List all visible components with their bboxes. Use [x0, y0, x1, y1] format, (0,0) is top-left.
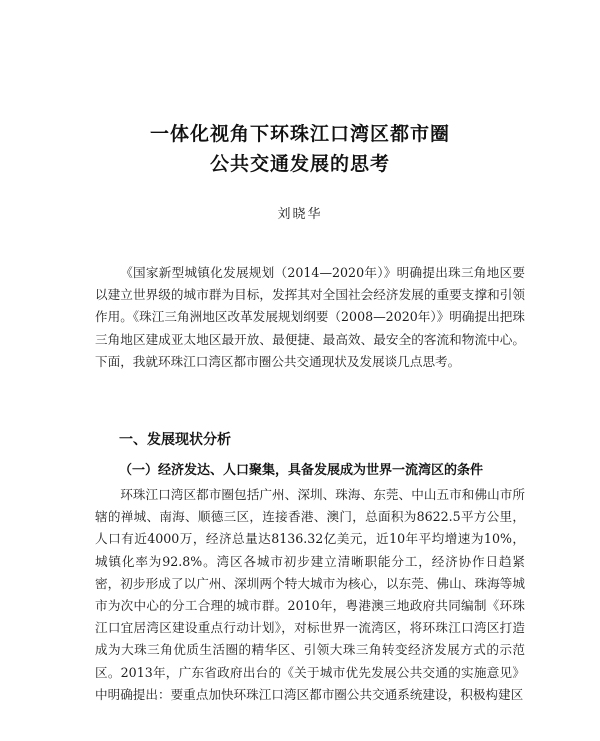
- article-title-line-1: 一体化视角下环珠江口湾区都市圈: [149, 123, 450, 145]
- subsection-heading: （一）经济发达、人口聚集，具备发展成为世界一流湾区的条件: [119, 463, 484, 478]
- article-title-line-2: 公共交通发展的思考: [209, 153, 390, 175]
- author-name: 刘晓华: [277, 207, 323, 222]
- intro-paragraph: 《国家新型城镇化发展规划（2014—2020年）》明确提出珠三角地区要以建立世界级的城市群为目标，发挥其对全国社会经济发展的重要支撑和引领作用。《珠江三角洲地区改革发展规划纲要（2008—2020年）》明确提出把珠三角地区建成亚太地区最开放、最便捷、最高效、最安全的客流和物流中心。下面，我就环珠江口湾区都市圈公共交通现状及发展谈几点思考。: [95, 265, 525, 369]
- section-heading: 一、发展现状分析: [119, 432, 231, 448]
- body-paragraph: 环珠江口湾区都市圈包括广州、深圳、珠海、东莞、中山五市和佛山市所辖的禅城、南海、顺德三区，连接香港、澳门，总面积为8622.5平方公里，人口有近4000万，经济总量达8136.32亿美元，近10年平均增速为10%，城镇化率为92.8%。湾区各城市初步建立清晰职能分工，经济协作日趋紧密，初步形成了以广州、深圳两个特大城市为核心，以东莞、佛山、珠海等城市为次中心的分工合理的城市群。2010年，粤港澳三地政府共同编制《环珠江口宜居湾区建设重点行动计划》，对标世界一流湾区，将环珠江口湾区打造成为大珠三角优质生活圈的精华区、引领大珠三角转变经济发展方式的示范区。2013年，广东省政府出台的《关于城市优先发展公共交通的实施意见》中明确提出：要重点加快环珠江口湾区都市圈公共交通系统建设，积极构建区: [95, 487, 525, 702]
